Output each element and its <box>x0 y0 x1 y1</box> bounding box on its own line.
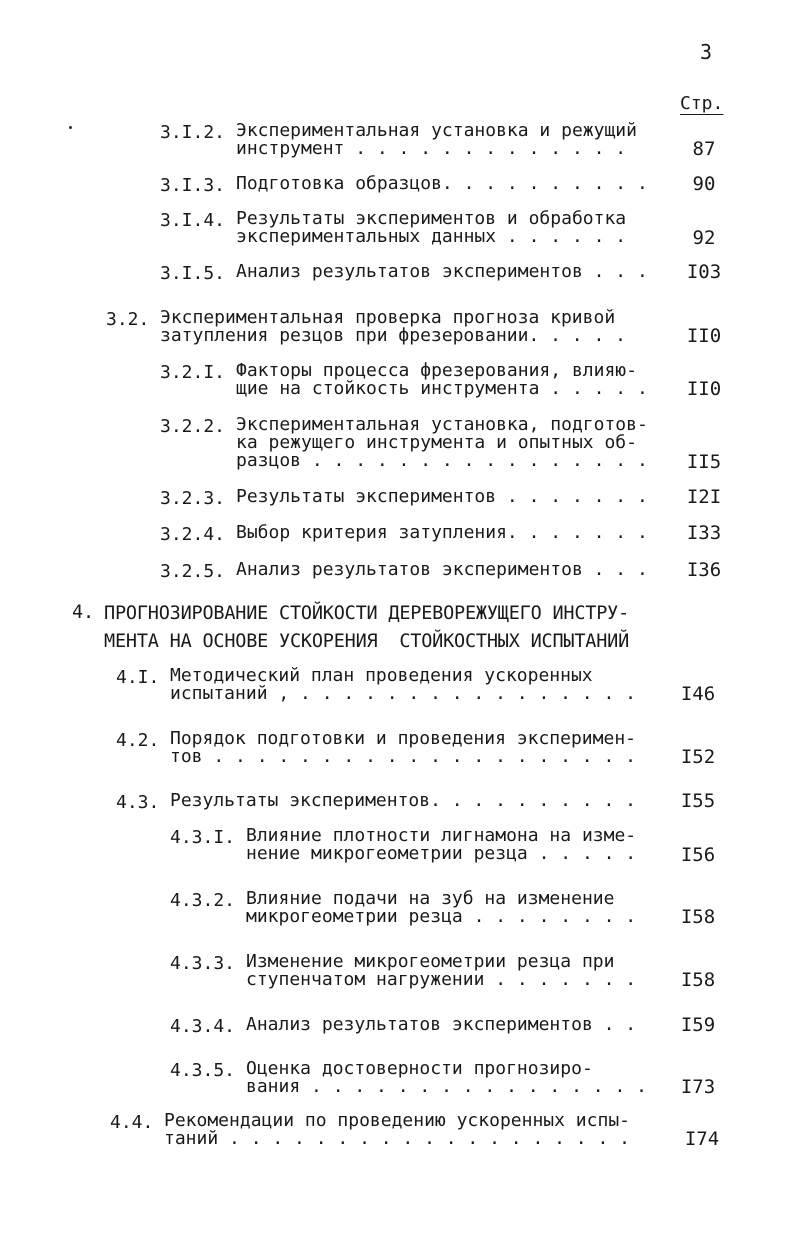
toc-entry-number: 4.I. <box>116 667 160 688</box>
toc-entry-title-line: Влияние плотности лигнамона на изме- <box>246 825 637 846</box>
toc-entry-number: 4.3.3. <box>170 953 236 974</box>
toc-entry-page: I36 <box>686 559 722 581</box>
toc-entry-title-line: Влияние подачи на зуб на изменение <box>246 888 615 909</box>
toc-entry-page: II0 <box>686 378 722 400</box>
toc-entry-title-line: Анализ результатов экспериментов . . . <box>236 261 648 282</box>
toc-entry-page: 87 <box>692 138 716 160</box>
toc-entry-number: 4.3.2. <box>170 890 236 911</box>
toc-entry-title-line: Экспериментальная проверка прогноза кривой <box>160 307 616 328</box>
toc-entry-title-line: ступенчатом нагружении . . . . . . . <box>246 969 637 990</box>
toc-entry-number: 3.2. <box>106 309 150 330</box>
toc-entry-title-line: Результаты экспериментов . . . . . . . <box>236 486 648 507</box>
toc-entry-page: 90 <box>692 173 716 195</box>
toc-entry-page: I73 <box>680 1076 716 1098</box>
toc-entry-number: 3.I.3. <box>160 175 226 196</box>
toc-entry-title-line: Порядок подготовки и проведения эксперимен- <box>170 728 636 749</box>
toc-entry-page: I2I <box>686 486 722 508</box>
toc-entry-number: 3.I.4. <box>160 210 226 231</box>
toc-entry-title-line: Результаты экспериментов и обработка <box>236 208 627 229</box>
toc-entry-title-line: Анализ результатов экспериментов . . <box>246 1014 637 1035</box>
toc-entry-number: 4.2. <box>116 730 160 751</box>
toc-entry-title-line: тов . . . . . . . . . . . . . . . . . . . . <box>170 746 636 767</box>
toc-entry-page: I58 <box>680 906 716 928</box>
page-column-header: Стр. <box>680 93 724 114</box>
toc-entry-page: II0 <box>686 325 722 347</box>
toc-entry-number: 4.3.5. <box>170 1060 236 1081</box>
toc-entry-page: I46 <box>680 683 716 705</box>
toc-entry-title-line: Анализ результатов экспериментов . . . <box>236 559 648 580</box>
toc-entry-number: 4.3.4. <box>170 1016 236 1037</box>
toc-entry-number: 3.2.2. <box>160 416 226 437</box>
toc-entry-number: 4.3.I. <box>170 827 236 848</box>
toc-entry-title-line: Оценка достоверности прогнозиро- <box>246 1058 593 1079</box>
toc-entry-title-line: Экспериментальная установка и режущий <box>236 120 637 141</box>
toc-entry-title-line: нение микрогеометрии резца . . . . . <box>246 843 637 864</box>
toc-entry-title-line: затупления резцов при фрезеровании. . . . . <box>160 325 626 346</box>
toc-entry-page: I74 <box>684 1128 720 1150</box>
toc-entry-title-line: вания . . . . . . . . . . . . . . . . <box>246 1076 647 1097</box>
scan-speck <box>69 126 72 129</box>
toc-entry-number: 3.2.5. <box>160 561 226 582</box>
toc-entry-page: I03 <box>686 261 722 283</box>
toc-entry-title-line: Рекомендации по проведению ускоренных испы- <box>164 1110 630 1131</box>
toc-entry-title-line: инструмент . . . . . . . . . . . . . <box>236 138 627 159</box>
toc-entry-title-line: разцов . . . . . . . . . . . . . . . . <box>236 450 648 471</box>
toc-entry-number: 3.I.5. <box>160 263 226 284</box>
toc-entry-page: 92 <box>692 227 716 249</box>
toc-entry-title-line: Методический план проведения ускоренных <box>170 665 593 686</box>
toc-entry-title-line: таний . . . . . . . . . . . . . . . . . . . <box>164 1128 630 1149</box>
toc-entry-page: I55 <box>680 790 716 812</box>
toc-entry-title-line: микрогеометрии резца . . . . . . . . <box>246 906 637 927</box>
toc-entry-page: I58 <box>680 969 716 991</box>
toc-entry-title-line: МЕНТА НА ОСНОВЕ УСКОРЕНИЯ СТОЙКОСТНЫХ ИСПЫТАНИЙ <box>104 631 630 652</box>
toc-entry-title-line: испытаний , . . . . . . . . . . . . . . . . <box>170 683 636 704</box>
toc-entry-page: I59 <box>680 1014 716 1036</box>
toc-entry-number: 4. <box>72 602 94 623</box>
toc-entry-page: I56 <box>680 844 716 866</box>
toc-entry-title-line: Результаты экспериментов. . . . . . . . . . <box>170 790 636 811</box>
toc-entry-title-line: Выбор критерия затупления. . . . . . . <box>236 522 648 543</box>
page-number: 3 <box>700 40 713 64</box>
toc-entry-title-line: Подготовка образцов. . . . . . . . . . <box>236 173 648 194</box>
toc-entry-number: 4.4. <box>110 1112 154 1133</box>
toc-entry-number: 3.2.3. <box>160 488 226 509</box>
toc-entry-number: 4.3. <box>116 792 160 813</box>
toc-entry-page: II5 <box>686 451 722 473</box>
toc-entry-title-line: щие на стойкость инструмента . . . . . <box>236 378 648 399</box>
toc-entry-title-line: Экспериментальная установка, подготов- <box>236 414 648 435</box>
toc-entry-number: 3.I.2. <box>160 122 226 143</box>
toc-entry-title-line: ПРОГНОЗИРОВАНИЕ СТОЙКОСТИ ДЕРЕВОРЕЖУЩЕГО ИНСТРУ- <box>104 603 630 624</box>
toc-entry-title-line: Изменение микрогеометрии резца при <box>246 951 615 972</box>
toc-entry-title-line: ка режущего инструмента и опытных об- <box>236 432 637 453</box>
toc-entry-page: I52 <box>680 746 716 768</box>
toc-entry-number: 3.2.4. <box>160 524 226 545</box>
toc-entry-title-line: экспериментальных данных . . . . . . <box>236 226 627 247</box>
toc-entry-number: 3.2.I. <box>160 362 226 383</box>
toc-entry-title-line: Факторы процесса фрезерования, влияю- <box>236 360 637 381</box>
toc-entry-page: I33 <box>686 522 722 544</box>
